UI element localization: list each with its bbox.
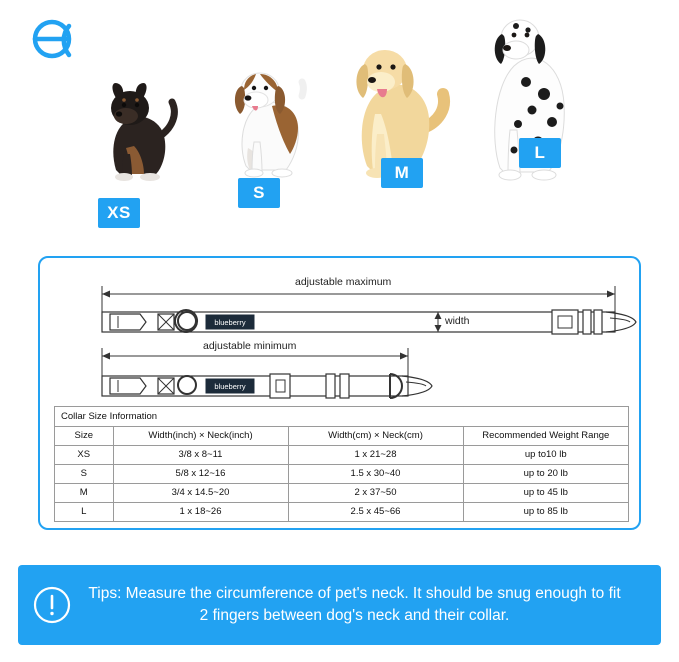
table-row xyxy=(55,502,628,521)
svg-text:blueberry: blueberry xyxy=(214,382,246,391)
collar-size-table-wrap xyxy=(54,406,629,522)
table-title: Collar Size Information xyxy=(55,407,628,426)
cell-cm: 2 x 37~50 xyxy=(288,483,463,502)
collar-size-table xyxy=(55,407,628,522)
size-badge-m: M xyxy=(381,158,423,188)
table-title-row xyxy=(55,407,628,426)
cell-size: L xyxy=(55,502,113,521)
cell-size: XS xyxy=(55,445,113,464)
tips-text: Tips: Measure the circumference of pet's neck. It should be snug enough to fit 2 fingers between dog's neck and their collar. xyxy=(88,584,621,624)
cell-weight: up to 85 lb xyxy=(463,502,628,521)
dog-cell-m xyxy=(335,10,455,195)
cell-inch: 3/4 x 14.5~20 xyxy=(113,483,288,502)
dog-illustration-s xyxy=(212,30,322,195)
size-badge-s: S xyxy=(238,178,280,208)
dog-cell-l xyxy=(466,0,586,195)
header-inch: Width(inch) × Neck(inch) xyxy=(113,426,288,445)
header-weight: Recommended Weight Range xyxy=(463,426,628,445)
dog-illustration-xs xyxy=(86,50,186,195)
cell-weight: up to 20 lb xyxy=(463,464,628,483)
header-size: Size xyxy=(55,426,113,445)
cell-size: M xyxy=(55,483,113,502)
cell-inch: 1 x 18~26 xyxy=(113,502,288,521)
cell-inch: 5/8 x 12~16 xyxy=(113,464,288,483)
svg-text:blueberry: blueberry xyxy=(214,318,246,327)
dog-cell-s xyxy=(212,30,322,202)
table-header-row xyxy=(55,426,628,445)
width-label: width xyxy=(445,315,470,327)
exclamation-circle-icon xyxy=(32,585,72,625)
table-row xyxy=(55,483,628,502)
size-badge-l: L xyxy=(519,138,561,168)
adjustable-maximum-label: adjustable maximum xyxy=(295,276,392,288)
size-badge-xs: XS xyxy=(98,198,140,228)
collar-max-diagram xyxy=(40,258,641,406)
cell-cm: 1 x 21~28 xyxy=(288,445,463,464)
cell-weight: up to 45 lb xyxy=(463,483,628,502)
cell-cm: 2.5 x 45~66 xyxy=(288,502,463,521)
table-row xyxy=(55,464,628,483)
dog-cell-xs xyxy=(86,50,186,222)
table-row xyxy=(55,445,628,464)
cell-weight: up to10 lb xyxy=(463,445,628,464)
cell-size: S xyxy=(55,464,113,483)
cell-inch: 3/8 x 8~11 xyxy=(113,445,288,464)
dog-sizes-row xyxy=(0,0,679,240)
tips-banner xyxy=(18,565,661,645)
header-cm: Width(cm) × Neck(cm) xyxy=(288,426,463,445)
cell-cm: 1.5 x 30~40 xyxy=(288,464,463,483)
adjustable-minimum-label: adjustable minimum xyxy=(203,340,297,352)
collar-diagram-panel xyxy=(38,256,641,530)
